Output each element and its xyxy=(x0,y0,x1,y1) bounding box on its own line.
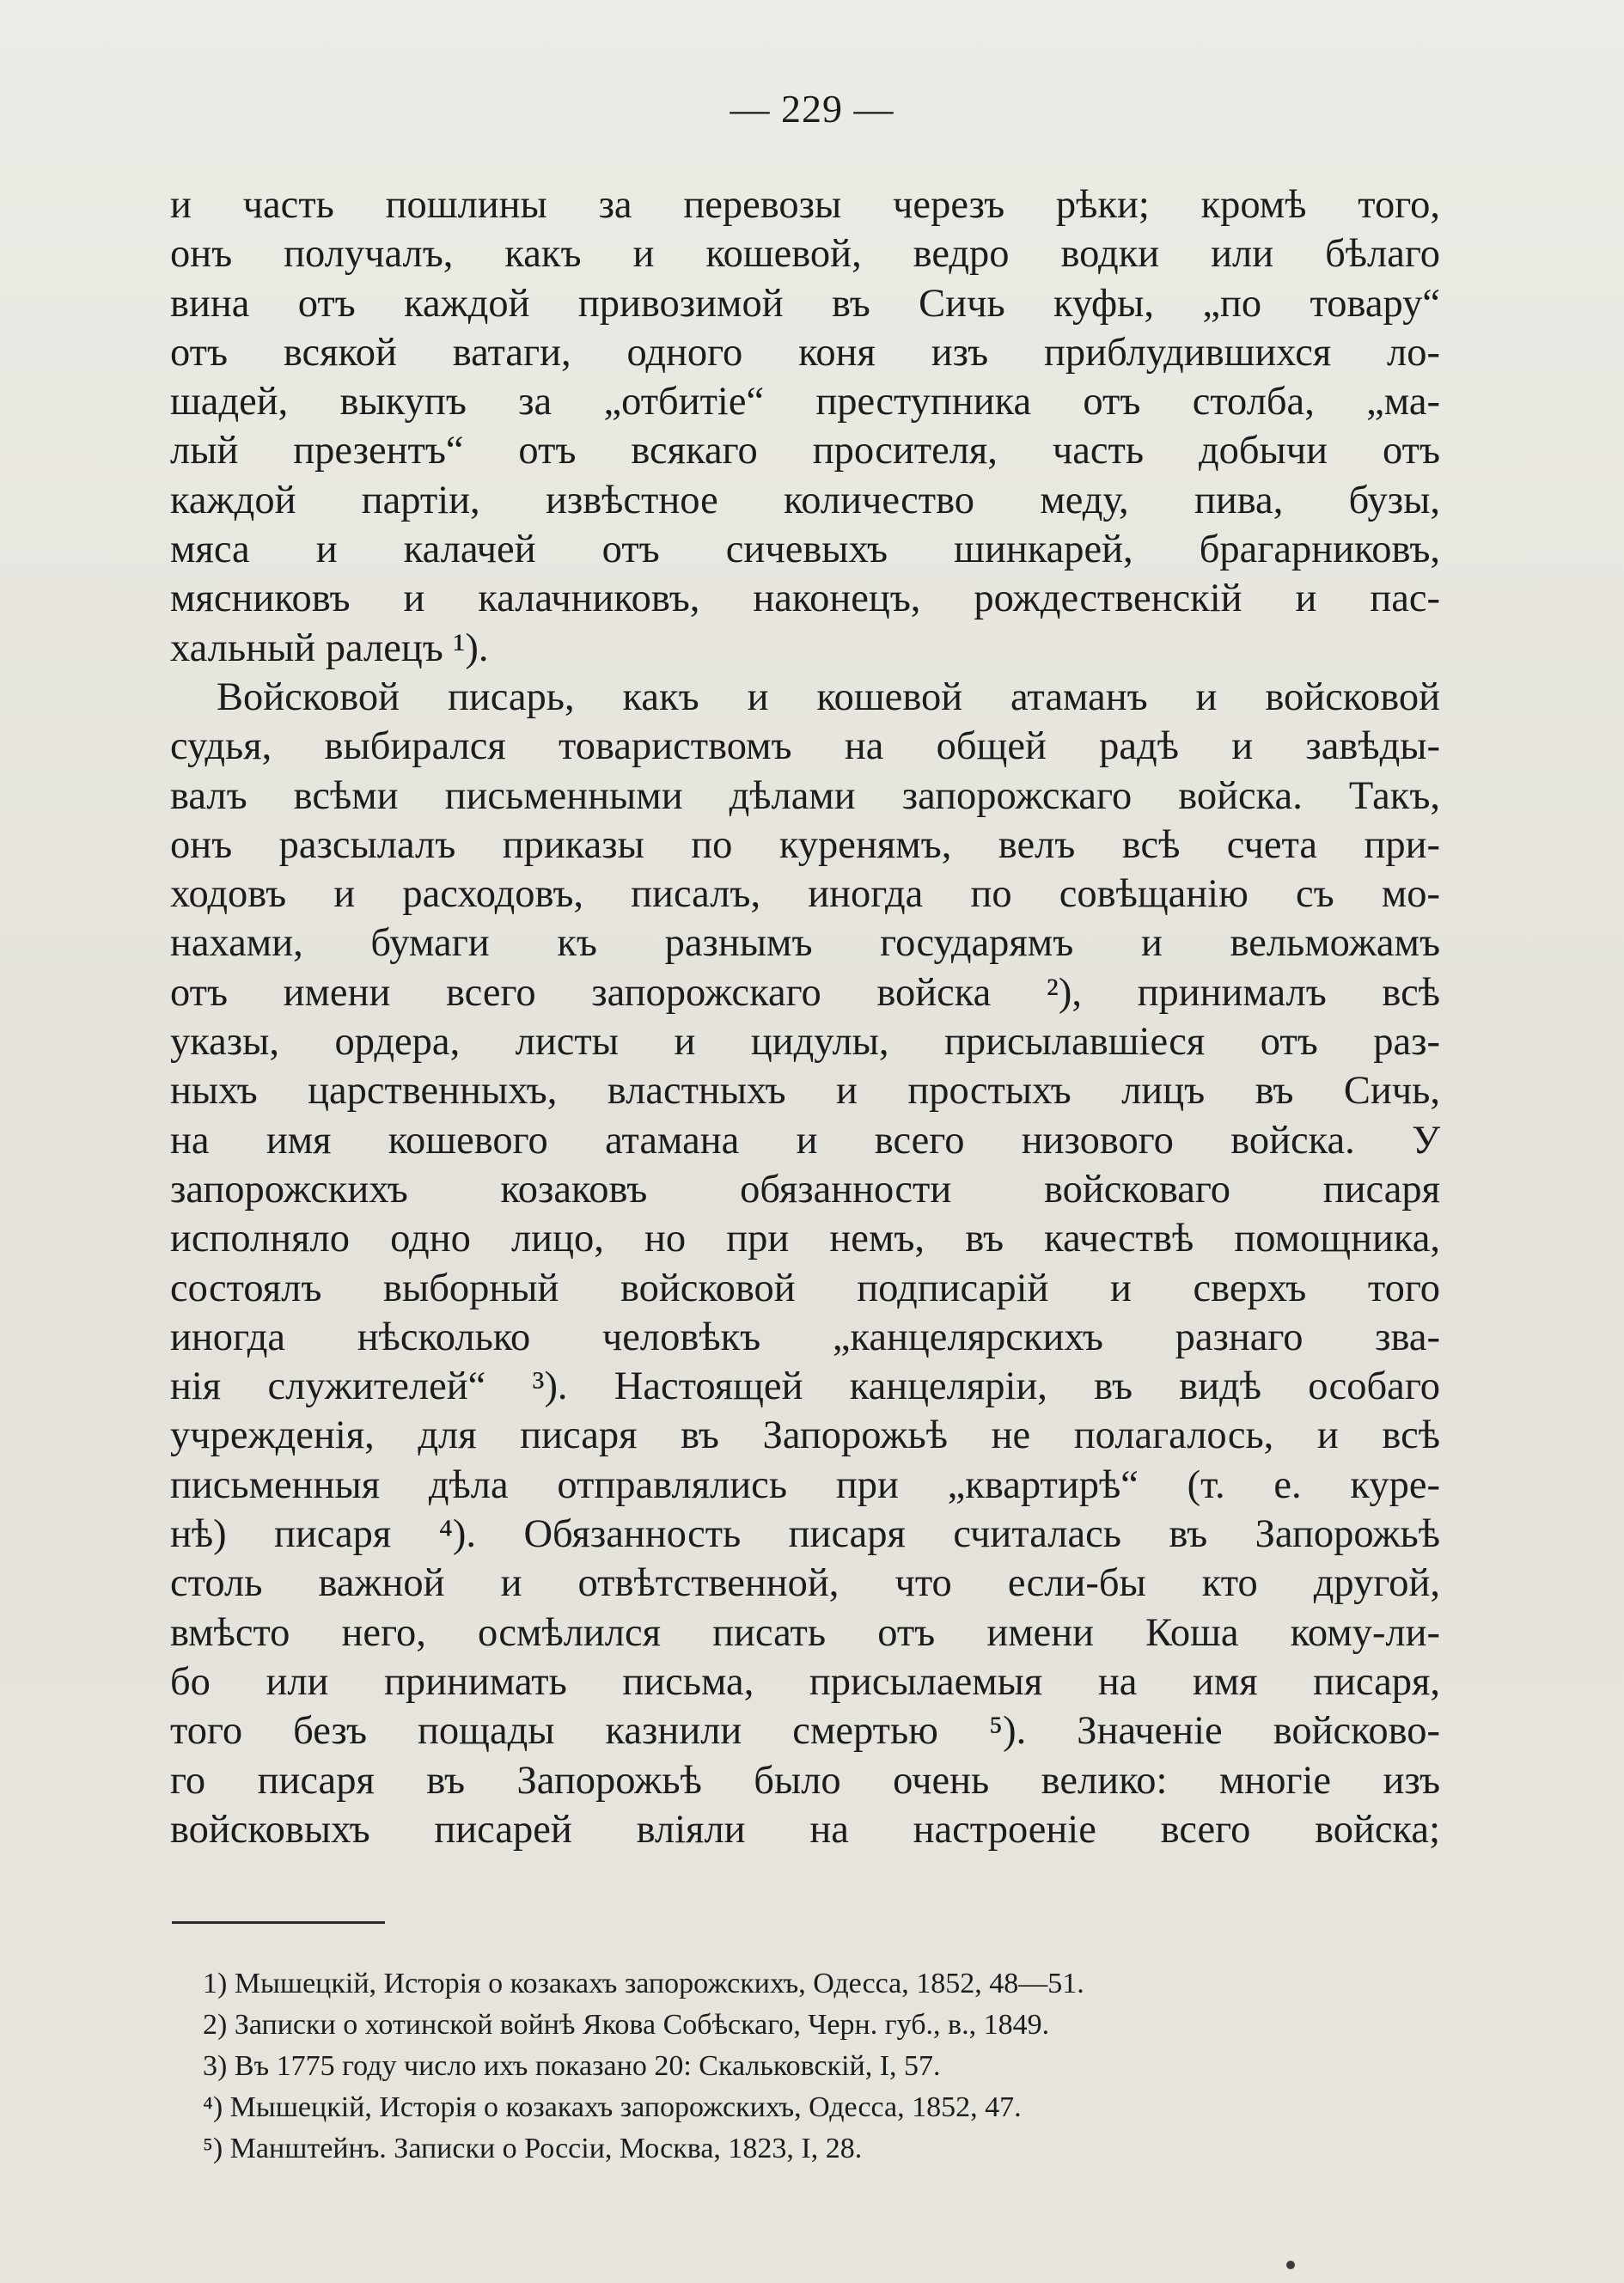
text-line: нахами, бумаги къ разнымъ государямъ и вельможамъ xyxy=(170,921,1440,966)
text-line: хальный ралецъ ¹). xyxy=(170,626,489,670)
text-line: судья, выбирался товариствомъ на общей радѣ и завѣды- xyxy=(170,724,1440,769)
footnote-rule xyxy=(172,1921,385,1924)
text-line: того безъ пощады казнили смертью ⁵). Значеніе войсково- xyxy=(170,1709,1440,1754)
text-line: нѣ) писаря ⁴). Обязанность писаря считалась въ Запорожьѣ xyxy=(170,1512,1440,1557)
text-line: иногда нѣсколько человѣкъ „канцелярскихъ разнаго зва- xyxy=(170,1315,1440,1359)
footnote: ⁵) Манштейнъ. Записки о Россіи, Москва, 1823, I, 28. xyxy=(203,2133,863,2164)
text-line: го писаря въ Запорожьѣ было очень велико: многіе изъ xyxy=(170,1758,1440,1803)
text-line: онъ разсылалъ приказы по куренямъ, велъ всѣ счета при- xyxy=(170,822,1440,867)
text-line: войсковыхъ писарей вліяли на настроеніе всего войска; xyxy=(170,1807,1440,1852)
text-line: отъ имени всего запорожскаго войска ²), принималъ всѣ xyxy=(170,970,1440,1015)
footnote: 3) Въ 1775 году число ихъ показано 20: Скальковскій, I, 57. xyxy=(203,2050,941,2082)
page-number: — 229 — xyxy=(730,87,894,131)
text-line: каждой партіи, извѣстное количество меду, пива, бузы, xyxy=(170,478,1440,522)
text-line: запорожскихъ козаковъ обязанности войсковаго писаря xyxy=(170,1167,1440,1212)
footnote: ⁴) Мышецкій, Исторія о козакахъ запорожскихъ, Одесса, 1852, 47. xyxy=(203,2091,1022,2123)
text-line: онъ получалъ, какъ и кошевой, ведро водки или бѣлаго xyxy=(170,232,1440,277)
text-line: шадей, выкупъ за „отбитіе“ преступника отъ столба, „ма- xyxy=(170,380,1440,424)
footnote: 1) Мышецкій, Исторія о козакахъ запорожскихъ, Одесса, 1852, 48—51. xyxy=(203,1968,1084,1999)
text-line: ходовъ и расходовъ, писалъ, иногда по совѣщанію съ мо- xyxy=(170,872,1440,917)
text-line: нія служителей“ ³). Настоящей канцеляріи, въ видѣ особаго xyxy=(170,1364,1440,1409)
text-line: мяса и калачей отъ сичевыхъ шинкарей, брагарниковъ, xyxy=(170,528,1440,572)
text-line: лый презентъ“ отъ всякаго просителя, часть добычи отъ xyxy=(170,429,1440,473)
text-line: указы, ордера, листы и цидулы, присылавшіеся отъ раз- xyxy=(170,1020,1440,1065)
text-line: мясниковъ и калачниковъ, наконецъ, рождественскій и пас- xyxy=(170,577,1440,621)
print-speck xyxy=(1286,2261,1295,2269)
text-line: письменныя дѣла отправлялись при „квартирѣ“ (т. е. куре- xyxy=(170,1462,1440,1507)
text-line: исполняло одно лицо, но при немъ, въ качествѣ помощника, xyxy=(170,1217,1440,1261)
text-line: вмѣсто него, осмѣлился писать отъ имени Коша кому-ли- xyxy=(170,1610,1440,1655)
text-line: ныхъ царственныхъ, властныхъ и простыхъ лицъ въ Сичь, xyxy=(170,1069,1440,1114)
footnote: 2) Записки о хотинской войнѣ Якова Собѣскаго, Черн. губ., в., 1849. xyxy=(203,2009,1050,2041)
text-line: учрежденія, для писаря въ Запорожьѣ не полагалось, и всѣ xyxy=(170,1413,1440,1458)
text-line: вина отъ каждой привозимой въ Сичь куфы, „по товару“ xyxy=(170,281,1440,326)
text-line: бо или принимать письма, присылаемыя на имя писаря, xyxy=(170,1659,1440,1704)
text-line: отъ всякой ватаги, одного коня изъ приблудившихся ло- xyxy=(170,330,1440,375)
text-line: и часть пошлины за перевозы черезъ рѣки; кромѣ того, xyxy=(170,183,1440,227)
footnotes xyxy=(203,1963,1440,2170)
text-line: на имя кошевого атамана и всего низового войска. У xyxy=(170,1118,1440,1163)
text-line: столь важной и отвѣтственной, что если-бы кто другой, xyxy=(170,1561,1440,1606)
text-line: Войсковой писарь, какъ и кошевой атаманъ и войсковой xyxy=(217,675,1440,719)
body-text xyxy=(170,180,1440,1854)
text-line: валъ всѣми письменными дѣлами запорожскаго войска. Такъ, xyxy=(170,773,1440,818)
text-line: состоялъ выборный войсковой подписарій и сверхъ того xyxy=(170,1266,1440,1310)
